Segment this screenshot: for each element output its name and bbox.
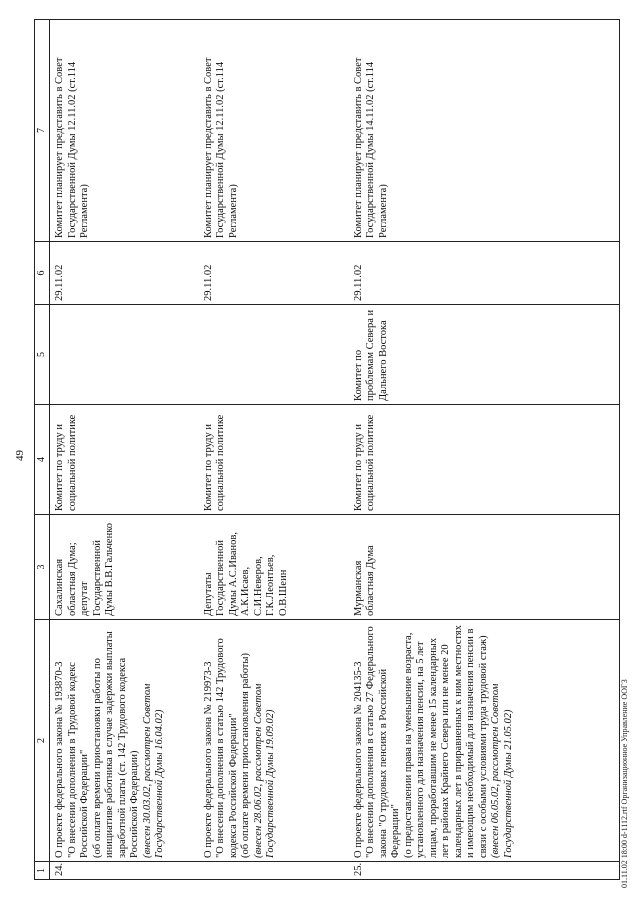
header-col-3: 3 <box>35 515 50 620</box>
initiator-cell: Мурманская областная Дума <box>350 515 620 620</box>
row-number: 25. <box>350 862 620 880</box>
header-col-2: 2 <box>35 620 50 862</box>
header-col-1: 1 <box>35 862 50 880</box>
bill-subject: (об оплате времени приостановления работы) <box>240 653 251 858</box>
note-cell: Комитет планирует представить в Совет Государственной Думы 12.11.02 (ст.114 Регламента) <box>50 20 200 242</box>
header-col-5: 5 <box>35 305 50 405</box>
committee-cell: Комитет по труду и социальной политике <box>350 405 620 515</box>
date-cell: 29.11.02 <box>50 242 200 305</box>
bills-table <box>34 19 620 880</box>
table-row <box>200 20 350 880</box>
date-cell: 29.11.02 <box>200 242 350 305</box>
initiator-cell: Депутаты Государственной Думы А.С.Иванов, А.К.Исаев, С.И.Неверов, Г.К.Леонтьев, О.В.Шеин <box>200 515 350 620</box>
header-col-6: 6 <box>35 242 50 305</box>
co-committee-cell: Комитет по проблемам Севера и Дальнего Востока <box>350 305 620 405</box>
table-row <box>350 20 620 880</box>
bill-status: (внесен 30.03.02, рассмотрен Советом Государственной Думы 16.04.02) <box>141 683 165 858</box>
header-col-7: 7 <box>35 20 50 242</box>
note-cell: Комитет планирует представить в Совет Государственной Думы 14.11.02 (ст.114 Регламента) <box>350 20 620 242</box>
row-number: 24. <box>50 862 200 880</box>
bill-description <box>200 620 350 862</box>
header-col-4: 4 <box>35 405 50 515</box>
row-number <box>200 862 350 880</box>
bill-subject: (о предоставлении права на уменьшение возраста, установленного для назначения пенсии, на 5 лет лицам, проработавшим не менее 15 календарных лет в районах Крайнего Севера или не менее 20 календарных лет в приравненных к ним местностях и имеющим необходимый для назначения пенсии в связи с особыми условиями труда трудовой стаж) <box>402 625 489 858</box>
bill-description <box>50 620 200 862</box>
bill-name: "О внесении дополнения в статью 142 Трудового кодекса Российской Федерации" <box>215 638 239 858</box>
bill-name: "О внесении дополнения в Трудовой кодекс Российской Федерации" <box>66 662 90 858</box>
bill-status: (внесен 28.06.02, рассмотрен Советом Государственной Думы 19.09.02) <box>252 683 276 858</box>
bill-status: (внесен 06.05.02, рассмотрен Советом Государственной Думы 21.05.02) <box>490 683 514 858</box>
bill-description <box>350 620 620 862</box>
table-row <box>50 20 200 880</box>
header-row <box>35 20 50 880</box>
committee-cell: Комитет по труду и социальной политике <box>200 405 350 515</box>
bill-name: "О внесении дополнения в статью 27 Федерального закона "О трудовых пенсиях в Российской Федерации" <box>365 626 401 858</box>
page-number: 49 <box>14 450 26 461</box>
bill-title: О проекте федерального закона № 193870-3 <box>54 661 65 858</box>
co-committee-cell <box>200 305 350 405</box>
bill-title: О проекте федерального закона № 204135-3 <box>352 661 364 858</box>
bill-title: О проекте федерального закона № 219973-3 <box>202 661 214 858</box>
footer-note: 01.11.02 18:00 d-1112.rtf Организационное Управление ООГЗ <box>620 679 629 888</box>
co-committee-cell <box>50 305 200 405</box>
bill-subject: (об оплате времени приостановки работы по инициативе работника в случае задержки выплаты заработной платы (ст. 142 Трудового кодекса Российской Федерации) <box>91 631 140 858</box>
date-cell: 29.11.02 <box>350 242 620 305</box>
committee-cell: Комитет по труду и социальной политике <box>50 405 200 515</box>
initiator-cell: Сахалинская областная Дума; депутат Государственной Думы В.В.Гальченко <box>50 515 200 620</box>
note-cell: Комитет планирует представить в Совет Государственной Думы 12.11.02 (ст.114 Регламента) <box>200 20 350 242</box>
